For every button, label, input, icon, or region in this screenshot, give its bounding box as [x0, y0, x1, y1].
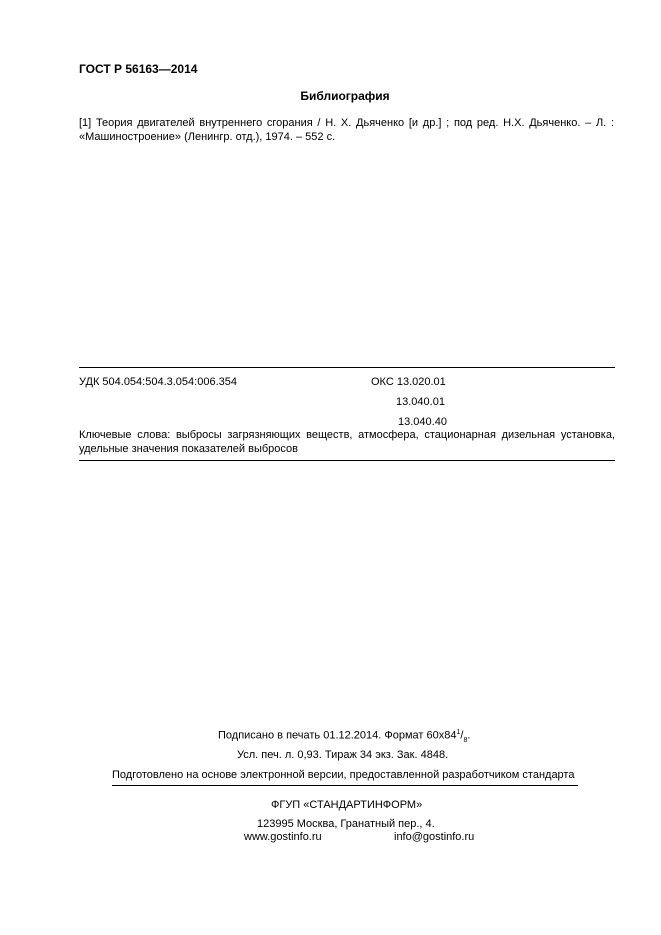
top-divider [79, 367, 615, 368]
document-code: ГОСТ Р 56163—2014 [79, 62, 198, 76]
prepared-note: Подготовлено на основе электронной версии, предоставленной разработчиком стандарта [112, 769, 575, 781]
oks-code-2: 13.040.01 [396, 396, 445, 408]
signed-text: Подписано в печать 01.12.2014. Формат 60х84 [218, 729, 457, 742]
signed-suffix: . [467, 729, 471, 742]
signed-for-print [218, 729, 470, 744]
udk-code: УДК 504.054:504.3.054:006.354 [79, 376, 237, 388]
format-separator: / [460, 729, 464, 742]
oks-code-1: ОКС 13.020.01 [371, 376, 446, 388]
imprint-divider [112, 785, 578, 786]
print-info: Усл. печ. л. 0,93. Тираж 34 экз. Зак. 4848. [237, 749, 449, 761]
keywords: Ключевые слова: выбросы загрязняющих веществ, атмосфера, стационарная дизельная установка, удельные значения показателей выбросов [79, 429, 615, 455]
format-numerator: 1 [456, 729, 461, 736]
publisher-address: 123995 Москва, Гранатный пер., 4. [257, 818, 435, 830]
bibliography-entry: [1] Теория двигателей внутреннего сгорания / Н. Х. Дьяченко [и др.] ; под ред. Н.Х. Дьяченко. – Л. : «Машиностроение» (Ленингр. отд.), 1974. – 552 с. [79, 117, 614, 143]
publisher-website[interactable]: www.gostinfo.ru [244, 831, 322, 843]
bottom-divider [79, 460, 615, 461]
bibliography-title: Библиография [300, 89, 390, 103]
publisher-name: ФГУП «СТАНДАРТИНФОРМ» [271, 799, 423, 811]
format-denominator: 8 [463, 736, 468, 744]
oks-code-3: 13.040.40 [398, 416, 447, 428]
publisher-email[interactable]: info@gostinfo.ru [394, 831, 475, 843]
